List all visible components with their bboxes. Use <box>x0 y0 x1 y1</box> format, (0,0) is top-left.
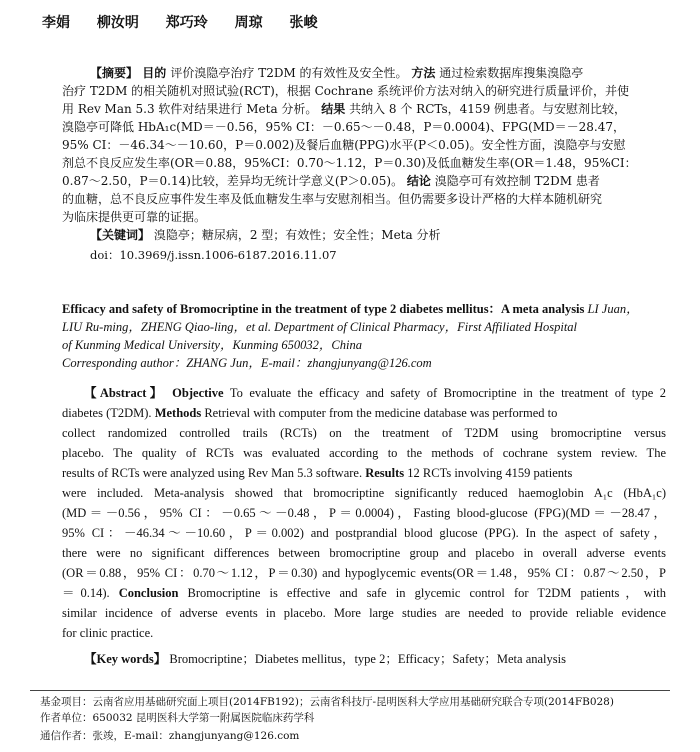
abstract-line <box>84 384 666 402</box>
text-run: 共纳入 8 个 RCTs，4159 例患者。与安慰剂比较， <box>345 102 627 116</box>
abstract-line <box>62 604 666 622</box>
abstract-line <box>62 564 666 582</box>
text-run: 12 RCTs involving 4159 patients <box>404 466 573 480</box>
text-run: Retrieval with computer from the medicine database was performed to <box>201 406 558 420</box>
text-run: 评价溴隐亭治疗 T2DM 的有效性及安全性。 <box>170 66 412 80</box>
text-run: 95% CI：－46.34～－10.60，P＝0.002)及餐后血糖(PPG)水平(P＜0.05)。安全性方面，溴隐亭与安慰 <box>62 138 626 152</box>
text-run: 0.87～2.50，P＝0.14)比较，差异均无统计学意义(P＞0.05)。 <box>62 174 407 188</box>
text-run: 的血糖，总不良反应事件发生率及低血糖发生率与安慰剂相当。但仍需要多设计严格的大样本随机研究 <box>62 192 603 206</box>
english-author-line <box>62 318 666 336</box>
abstract-line <box>62 100 666 118</box>
text-run: 通过检索数据库搜集溴隐亭 <box>435 66 584 80</box>
english-title <box>62 300 666 318</box>
abstract-line <box>62 118 666 136</box>
abstract-line <box>62 524 666 542</box>
author-list <box>42 12 340 32</box>
text-run: collect randomized controlled trails (RCTs) on the treatment of T2DM using bromocriptine versus <box>62 426 666 440</box>
text-run: 溴隐亭可降低 HbA₁c(MD＝－0.56，95% CI：－0.65～－0.48，P＝0.0004)、FPG(MD＝－28.47， <box>62 120 625 134</box>
bold-text: Conclusion <box>118 586 179 600</box>
footnote-funding: 基金项目：云南省应用基础研究面上项目(2014FB192)；云南省科技厅-昆明医科大学应用基础研究联合专项(2014FB028) <box>40 696 614 708</box>
bold-text: Efficacy and safety of Bromocriptine in the treatment of type 2 diabetes mellitus：A meta analysis <box>62 302 585 316</box>
italic-text: Corresponding author：ZHANG Jun，E-mail：zhangjunyang@126.com <box>62 356 432 370</box>
abstract-line <box>62 404 666 422</box>
footnote-affiliation: 作者单位：650032 昆明医科大学第一附属医院临床药学科 <box>40 712 315 724</box>
text-run: were included. Meta-analysis showed that bromocriptine significantly reduced haemoglobin A₁c (HbA₁c) <box>62 486 666 500</box>
bold-text: 【Abstract】 <box>84 386 166 400</box>
text-run: Bromocriptine is effective and safe in glycemic control for T2DM patients，with <box>178 586 666 600</box>
text-run: there were no significant differences between bromocriptine group and placebo in overall adverse events <box>62 546 666 560</box>
author-name: 张峻 <box>289 15 318 31</box>
abstract-line <box>62 464 666 482</box>
abstract-line <box>62 424 666 442</box>
text-run: ＝0.14). <box>62 586 119 600</box>
footnote-divider <box>30 690 670 691</box>
keywords-label: 【关键词】 <box>90 228 151 242</box>
text-run: results of RCTs were analyzed using Rev Man 5.3 software. <box>62 466 366 480</box>
abstract-line <box>62 544 666 562</box>
abstract-line <box>62 172 666 190</box>
abstract-line <box>62 154 666 172</box>
abstract-line <box>62 82 666 100</box>
text-run: 溴隐亭可有效控制 T2DM 患者 <box>430 174 600 188</box>
bold-text: 结论 <box>406 174 431 188</box>
abstract-line <box>62 504 666 522</box>
abstract-line <box>62 444 666 462</box>
chinese-keywords <box>90 226 666 244</box>
text-run: 剂总不良反应发生率(OR＝0.88，95%CI：0.70～1.12，P＝0.30)及低血糖发生率(OR＝1.48，95%CI： <box>62 156 637 170</box>
text-run: To evaluate the efficacy and safety of Bromocriptine in the treatment of type 2 <box>223 386 666 400</box>
bold-text: 方法 <box>411 66 436 80</box>
bold-text: 【摘要】 <box>90 66 139 80</box>
abstract-line <box>62 136 666 154</box>
text-run: 用 Rev Man 5.3 软件对结果进行 Meta 分析。 <box>62 102 322 116</box>
abstract-line <box>90 64 666 82</box>
keywords-text: 溴隐亭；糖尿病，2 型；有效性；安全性；Meta 分析 <box>150 228 441 242</box>
bold-text: Results <box>365 466 405 480</box>
text-run: 95% CI：－46.34～－10.60，P＝0.002) and postprandial blood glucose (PPG). In the aspect of safety， <box>62 526 666 540</box>
abstract-line <box>62 190 666 208</box>
bold-text: Objective <box>165 386 224 400</box>
bold-text: Methods <box>154 406 202 420</box>
text-run: diabetes (T2DM). <box>62 406 155 420</box>
english-author-line <box>62 336 666 354</box>
text-run: 为临床提供更可靠的证据。 <box>62 210 207 224</box>
bold-text: 目的 <box>138 66 171 80</box>
text-run: 治疗 T2DM 的相关随机对照试验(RCT)，根据 Cochrane 系统评价方法对纳入的研究进行质量评价，并使 <box>62 84 629 98</box>
abstract-line <box>62 584 666 602</box>
abstract-line <box>62 484 666 502</box>
keywords-label: 【Key words】 <box>84 652 167 666</box>
author-name: 李娟 <box>42 15 70 31</box>
author-name: 柳汝明 <box>96 15 139 31</box>
author-name: 周琼 <box>234 15 263 31</box>
author-name: 郑巧玲 <box>165 15 208 31</box>
abstract-line <box>62 208 666 226</box>
bold-text: 结果 <box>321 102 346 116</box>
doi: doi：10.3969/j.issn.1006-6187.2016.11.07 <box>90 248 337 262</box>
italic-text: LIU Ru-ming，ZHENG Qiao-ling，et al. Department of Clinical Pharmacy，First Affiliated Hospital <box>62 320 578 334</box>
english-author-line <box>62 354 666 372</box>
text-run: for clinic practice. <box>62 626 154 640</box>
abstract-line <box>62 624 666 642</box>
text-run: similar incidence of adverse events in placebo. More large studies are needed to provide reliable evidence <box>62 606 666 620</box>
italic-text: LI Juan， <box>584 302 639 316</box>
text-run: placebo. The quality of RCTs was evaluated according to the methods of cochrane system review. The <box>62 446 666 460</box>
text-run: (MD＝－0.56，95% CI：－0.65～－0.48，P＝0.0004)，Fasting blood-glucose (FPG)(MD＝－28.47， <box>62 506 666 520</box>
italic-text: of Kunming Medical University，Kunming 650032，China <box>62 338 362 352</box>
keywords-text: Bromocriptine；Diabetes mellitus，type 2；Efficacy；Safety；Meta analysis <box>166 652 566 666</box>
text-run: (OR＝0.88，95% CI：0.70～1.12，P＝0.30) and hypoglycemic events(OR＝1.48，95% CI：0.87～2.50，P <box>62 566 666 580</box>
english-keywords <box>84 650 666 668</box>
footnote-correspondence: 通信作者：张竣，E-mail：zhangjunyang@126.com <box>40 730 300 742</box>
